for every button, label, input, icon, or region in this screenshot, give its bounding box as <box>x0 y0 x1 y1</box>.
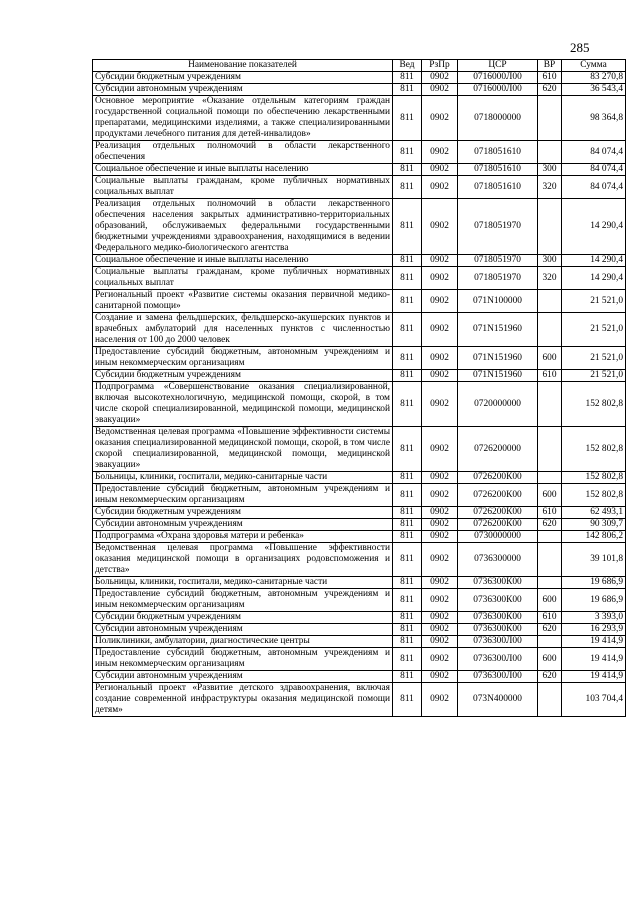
table-row <box>93 72 626 84</box>
cell-csr: 0718051610 <box>458 176 538 199</box>
cell-ved: 811 <box>393 671 422 683</box>
cell-ved: 811 <box>393 636 422 648</box>
cell-csr: 0736300К00 <box>458 577 538 589</box>
cell-csr: 0718051610 <box>458 164 538 176</box>
cell-rzpr: 0902 <box>422 313 458 347</box>
cell-name: Основное мероприятие «Оказание отдельным категориям граждан государственной социальной помощи по обеспечению лекарственными препаратами, медицинскими изделиями, а также специализированными продуктами лечебного питания для детей-инвалидов» <box>93 96 393 141</box>
table-row <box>93 472 626 484</box>
table-row <box>93 84 626 96</box>
cell-ved: 811 <box>393 84 422 96</box>
cell-sum: 84 074,4 <box>562 164 626 176</box>
cell-rzpr: 0902 <box>422 531 458 543</box>
cell-sum: 19 686,9 <box>562 589 626 612</box>
cell-vr: 320 <box>538 267 562 290</box>
cell-ved: 811 <box>393 589 422 612</box>
header-rzpr: РзПр <box>422 60 458 72</box>
cell-rzpr: 0902 <box>422 484 458 507</box>
table-row <box>93 589 626 612</box>
table-row <box>93 612 626 624</box>
cell-rzpr: 0902 <box>422 199 458 255</box>
cell-name: Создание и замена фельдшерских, фельдшерско-акушерских пунктов и врачебных амбулаторий для населенных пунктов с численностью населения от 100 до 2000 человек <box>93 313 393 347</box>
cell-rzpr: 0902 <box>422 543 458 577</box>
cell-vr: 600 <box>538 347 562 370</box>
cell-csr: 0718051610 <box>458 141 538 164</box>
cell-rzpr: 0902 <box>422 176 458 199</box>
cell-name: Подпрограмма «Совершенствование оказания специализированной, включая высокотехнологичную, медицинской помощи, скорой, в том числе скорой специализированной, медицинской помощи, медицинской эвакуации» <box>93 382 393 427</box>
cell-csr: 0736300000 <box>458 543 538 577</box>
table-row <box>93 255 626 267</box>
cell-rzpr: 0902 <box>422 267 458 290</box>
cell-ved: 811 <box>393 543 422 577</box>
cell-vr <box>538 96 562 141</box>
cell-csr: 0726200К00 <box>458 484 538 507</box>
cell-name: Реализация отдельных полномочий в области лекарственного обеспечения <box>93 141 393 164</box>
cell-rzpr: 0902 <box>422 290 458 313</box>
cell-sum: 19 414,9 <box>562 636 626 648</box>
cell-sum: 36 543,4 <box>562 84 626 96</box>
cell-rzpr: 0902 <box>422 648 458 671</box>
budget-table <box>92 59 626 717</box>
cell-ved: 811 <box>393 507 422 519</box>
cell-name: Подпрограмма «Охрана здоровья матери и ребенка» <box>93 531 393 543</box>
cell-ved: 811 <box>393 96 422 141</box>
table-row <box>93 370 626 382</box>
cell-csr: 0718051970 <box>458 255 538 267</box>
cell-ved: 811 <box>393 313 422 347</box>
cell-sum: 152 802,8 <box>562 427 626 472</box>
cell-csr: 0736300Л00 <box>458 648 538 671</box>
cell-vr <box>538 141 562 164</box>
cell-rzpr: 0902 <box>422 636 458 648</box>
cell-csr: 0726200000 <box>458 427 538 472</box>
cell-csr: 071N100000 <box>458 290 538 313</box>
cell-ved: 811 <box>393 176 422 199</box>
cell-name: Ведомственная целевая программа «Повышение эффективности оказания медицинской помощи в организациях родовспоможения и детства» <box>93 543 393 577</box>
cell-rzpr: 0902 <box>422 427 458 472</box>
cell-vr: 300 <box>538 255 562 267</box>
cell-rzpr: 0902 <box>422 141 458 164</box>
table-row <box>93 199 626 255</box>
cell-sum: 19 414,9 <box>562 671 626 683</box>
cell-sum: 14 290,4 <box>562 267 626 290</box>
table-row <box>93 683 626 717</box>
cell-ved: 811 <box>393 164 422 176</box>
cell-sum: 62 493,1 <box>562 507 626 519</box>
table-row <box>93 531 626 543</box>
header-csr: ЦСР <box>458 60 538 72</box>
cell-vr <box>538 472 562 484</box>
cell-ved: 811 <box>393 648 422 671</box>
cell-vr <box>538 427 562 472</box>
cell-sum: 21 521,0 <box>562 370 626 382</box>
cell-csr: 071N151960 <box>458 370 538 382</box>
table-row <box>93 624 626 636</box>
cell-ved: 811 <box>393 72 422 84</box>
cell-ved: 811 <box>393 519 422 531</box>
cell-name: Субсидии автономным учреждениям <box>93 624 393 636</box>
cell-sum: 3 393,0 <box>562 612 626 624</box>
cell-sum: 103 704,4 <box>562 683 626 717</box>
cell-name: Субсидии автономным учреждениям <box>93 519 393 531</box>
cell-vr <box>538 313 562 347</box>
cell-name: Субсидии автономным учреждениям <box>93 84 393 96</box>
cell-sum: 83 270,8 <box>562 72 626 84</box>
cell-name: Социальные выплаты гражданам, кроме публичных нормативных социальных выплат <box>93 267 393 290</box>
cell-csr: 073N400000 <box>458 683 538 717</box>
cell-ved: 811 <box>393 683 422 717</box>
cell-rzpr: 0902 <box>422 624 458 636</box>
cell-ved: 811 <box>393 255 422 267</box>
cell-vr: 620 <box>538 624 562 636</box>
table-row <box>93 543 626 577</box>
cell-csr: 071N151960 <box>458 347 538 370</box>
cell-sum: 142 806,2 <box>562 531 626 543</box>
cell-sum: 98 364,8 <box>562 96 626 141</box>
cell-name: Больницы, клиники, госпитали, медико-санитарные части <box>93 577 393 589</box>
table-header-row <box>93 60 626 72</box>
cell-vr: 610 <box>538 507 562 519</box>
cell-ved: 811 <box>393 382 422 427</box>
cell-sum: 19 414,9 <box>562 648 626 671</box>
cell-csr: 0736300Л00 <box>458 636 538 648</box>
cell-ved: 811 <box>393 199 422 255</box>
cell-csr: 0716000Л00 <box>458 84 538 96</box>
cell-name: Субсидии бюджетным учреждениям <box>93 612 393 624</box>
cell-vr <box>538 577 562 589</box>
table-row <box>93 671 626 683</box>
cell-name: Субсидии бюджетным учреждениям <box>93 507 393 519</box>
cell-csr: 0726200К00 <box>458 472 538 484</box>
cell-csr: 0718051970 <box>458 199 538 255</box>
cell-sum: 39 101,8 <box>562 543 626 577</box>
cell-ved: 811 <box>393 141 422 164</box>
cell-ved: 811 <box>393 347 422 370</box>
cell-sum: 90 309,7 <box>562 519 626 531</box>
cell-name: Предоставление субсидий бюджетным, автономным учреждениям и иным некоммерческим организациям <box>93 347 393 370</box>
cell-name: Социальное обеспечение и иные выплаты населению <box>93 255 393 267</box>
cell-name: Социальные выплаты гражданам, кроме публичных нормативных социальных выплат <box>93 176 393 199</box>
cell-ved: 811 <box>393 267 422 290</box>
cell-sum: 19 686,9 <box>562 577 626 589</box>
table-row <box>93 141 626 164</box>
cell-ved: 811 <box>393 472 422 484</box>
cell-vr <box>538 290 562 313</box>
cell-vr <box>538 543 562 577</box>
cell-name: Региональный проект «Развитие системы оказания первичной медико-санитарной помощи» <box>93 290 393 313</box>
cell-rzpr: 0902 <box>422 671 458 683</box>
cell-rzpr: 0902 <box>422 589 458 612</box>
cell-csr: 0736300Л00 <box>458 671 538 683</box>
cell-sum: 152 802,8 <box>562 472 626 484</box>
table-row <box>93 648 626 671</box>
cell-vr <box>538 531 562 543</box>
cell-vr <box>538 636 562 648</box>
cell-ved: 811 <box>393 577 422 589</box>
cell-sum: 84 074,4 <box>562 176 626 199</box>
cell-sum: 14 290,4 <box>562 199 626 255</box>
table-row <box>93 290 626 313</box>
cell-name: Предоставление субсидий бюджетным, автономным учреждениям и иным некоммерческим организациям <box>93 589 393 612</box>
table-row <box>93 577 626 589</box>
cell-sum: 14 290,4 <box>562 255 626 267</box>
cell-ved: 811 <box>393 290 422 313</box>
cell-csr: 0718051970 <box>458 267 538 290</box>
cell-csr: 0736300К00 <box>458 589 538 612</box>
cell-vr <box>538 683 562 717</box>
cell-csr: 0736300К00 <box>458 624 538 636</box>
cell-sum: 21 521,0 <box>562 313 626 347</box>
cell-vr: 620 <box>538 671 562 683</box>
cell-rzpr: 0902 <box>422 72 458 84</box>
cell-rzpr: 0902 <box>422 255 458 267</box>
cell-csr: 071N151960 <box>458 313 538 347</box>
cell-csr: 0726200К00 <box>458 507 538 519</box>
cell-sum: 84 074,4 <box>562 141 626 164</box>
cell-rzpr: 0902 <box>422 370 458 382</box>
table-row <box>93 267 626 290</box>
cell-rzpr: 0902 <box>422 577 458 589</box>
cell-name: Социальное обеспечение и иные выплаты населению <box>93 164 393 176</box>
cell-vr: 620 <box>538 84 562 96</box>
cell-rzpr: 0902 <box>422 507 458 519</box>
cell-vr: 600 <box>538 484 562 507</box>
table-row <box>93 507 626 519</box>
cell-sum: 16 293,9 <box>562 624 626 636</box>
cell-name: Предоставление субсидий бюджетным, автономным учреждениям и иным некоммерческим организациям <box>93 484 393 507</box>
cell-sum: 21 521,0 <box>562 347 626 370</box>
table-row <box>93 96 626 141</box>
cell-rzpr: 0902 <box>422 519 458 531</box>
cell-rzpr: 0902 <box>422 96 458 141</box>
cell-vr: 610 <box>538 612 562 624</box>
table-row <box>93 519 626 531</box>
cell-vr: 600 <box>538 589 562 612</box>
cell-ved: 811 <box>393 612 422 624</box>
cell-name: Реализация отдельных полномочий в области лекарственного обеспечения населения закрытых административно-территориальных образований, обслуживаемых федеральными государственными бюджетными учреждениями здравоохранения, находящимися в ведении Федерального медико-биологического агентства <box>93 199 393 255</box>
cell-name: Субсидии бюджетным учреждениям <box>93 370 393 382</box>
cell-rzpr: 0902 <box>422 164 458 176</box>
cell-vr: 600 <box>538 648 562 671</box>
cell-sum: 152 802,8 <box>562 484 626 507</box>
cell-ved: 811 <box>393 427 422 472</box>
cell-vr: 610 <box>538 72 562 84</box>
table-row <box>93 313 626 347</box>
cell-rzpr: 0902 <box>422 472 458 484</box>
cell-rzpr: 0902 <box>422 84 458 96</box>
cell-name: Поликлиники, амбулатории, диагностические центры <box>93 636 393 648</box>
table-row <box>93 427 626 472</box>
table-row <box>93 176 626 199</box>
cell-sum: 152 802,8 <box>562 382 626 427</box>
cell-vr <box>538 382 562 427</box>
header-sum: Сумма <box>562 60 626 72</box>
cell-name: Субсидии бюджетным учреждениям <box>93 72 393 84</box>
cell-csr: 0730000000 <box>458 531 538 543</box>
header-ved: Вед <box>393 60 422 72</box>
cell-name: Субсидии автономным учреждениям <box>93 671 393 683</box>
table-row <box>93 636 626 648</box>
page-number: 285 <box>570 40 590 55</box>
cell-name: Предоставление субсидий бюджетным, автономным учреждениям и иным некоммерческим организациям <box>93 648 393 671</box>
cell-csr: 0720000000 <box>458 382 538 427</box>
cell-rzpr: 0902 <box>422 612 458 624</box>
table-row <box>93 484 626 507</box>
cell-sum: 21 521,0 <box>562 290 626 313</box>
cell-csr: 0718000000 <box>458 96 538 141</box>
cell-rzpr: 0902 <box>422 683 458 717</box>
header-vr: ВР <box>538 60 562 72</box>
cell-ved: 811 <box>393 531 422 543</box>
cell-rzpr: 0902 <box>422 347 458 370</box>
cell-vr: 300 <box>538 164 562 176</box>
cell-vr: 610 <box>538 370 562 382</box>
cell-vr: 620 <box>538 519 562 531</box>
cell-vr <box>538 199 562 255</box>
cell-ved: 811 <box>393 624 422 636</box>
cell-ved: 811 <box>393 484 422 507</box>
cell-csr: 0726200К00 <box>458 519 538 531</box>
cell-name: Ведомственная целевая программа «Повышение эффективности системы оказания специализированной медицинской помощи, скорой, в том числе скорой специализированной, медицинской помощи, медицинской эвакуации» <box>93 427 393 472</box>
cell-vr: 320 <box>538 176 562 199</box>
cell-csr: 0716000Л00 <box>458 72 538 84</box>
cell-name: Больницы, клиники, госпитали, медико-санитарные части <box>93 472 393 484</box>
table-row <box>93 164 626 176</box>
cell-ved: 811 <box>393 370 422 382</box>
table-row <box>93 382 626 427</box>
header-name: Наименование показателей <box>93 60 393 72</box>
cell-name: Региональный проект «Развитие детского здравоохранения, включая создание современной инфраструктуры оказания медицинской помощи детям» <box>93 683 393 717</box>
cell-csr: 0736300К00 <box>458 612 538 624</box>
table-row <box>93 347 626 370</box>
cell-rzpr: 0902 <box>422 382 458 427</box>
